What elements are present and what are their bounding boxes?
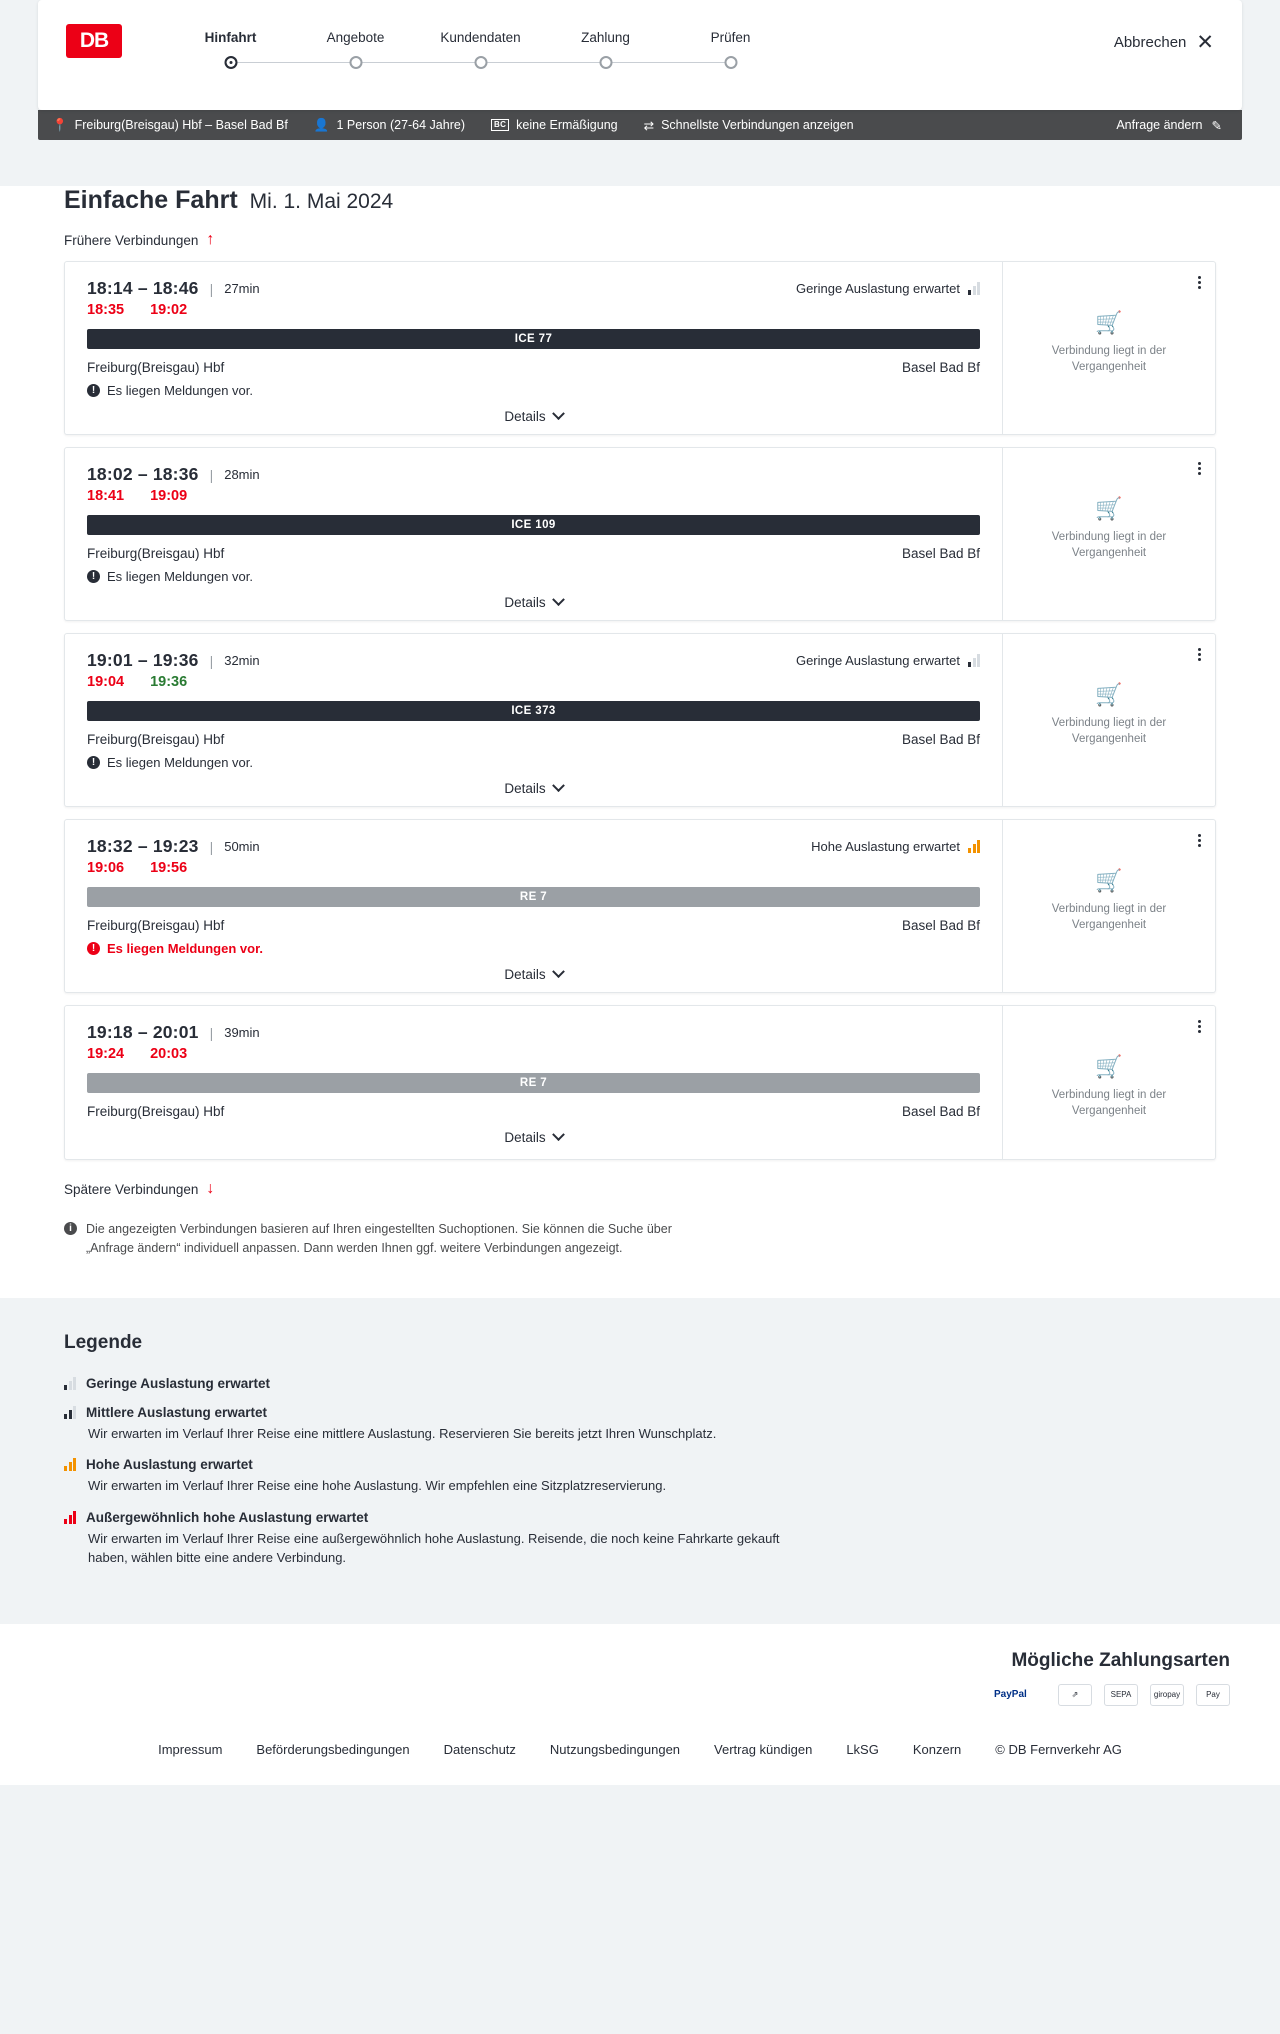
chevron-down-icon xyxy=(552,965,565,978)
time-separator: | xyxy=(209,652,214,669)
bahncard-icon: BC xyxy=(491,119,509,131)
actual-departure: 18:41 xyxy=(87,488,125,504)
legend-item xyxy=(64,1405,1242,1444)
summary-route[interactable] xyxy=(52,118,288,133)
connection-times-row xyxy=(87,1022,980,1043)
details-label: Details xyxy=(504,409,546,424)
legend-item-desc: Wir erwarten im Verlauf Ihrer Reise eine mittlere Auslastung. Reservieren Sie bereits jetzt Ihren Wunschplatz. xyxy=(88,1425,717,1441)
past-connection-label: Verbindung liegt in der Vergangenheit xyxy=(1051,717,1167,745)
details-label: Details xyxy=(504,1130,546,1145)
train-bar[interactable] xyxy=(87,887,980,907)
destination-station: Basel Bad Bf xyxy=(901,360,980,375)
step-dot-icon xyxy=(599,56,612,69)
utilization-bars-icon xyxy=(968,654,980,667)
step-connector xyxy=(606,62,731,63)
step-zahlung[interactable] xyxy=(543,30,668,72)
origin-station: Freiburg(Breisgau) Hbf xyxy=(87,918,225,933)
past-connection-note xyxy=(1015,1054,1203,1119)
footer-link[interactable]: Datenschutz xyxy=(443,1741,516,1757)
pencil-icon: ✎ xyxy=(1211,118,1222,133)
train-bar[interactable] xyxy=(87,1073,980,1093)
more-options-icon[interactable] xyxy=(1198,646,1201,663)
step-dot-wrap xyxy=(418,56,543,72)
step-dot-wrap xyxy=(543,56,668,72)
destination-station: Basel Bad Bf xyxy=(901,1104,980,1119)
past-connection-note xyxy=(1015,682,1203,747)
more-options-icon[interactable] xyxy=(1198,460,1201,477)
legend-item-head xyxy=(64,1376,1242,1391)
connection-card[interactable] xyxy=(64,1005,1216,1160)
summary-discount-label: keine Ermäßigung xyxy=(516,118,618,132)
earlier-connections-button[interactable] xyxy=(64,231,214,249)
summary-route-label: Freiburg(Breisgau) Hbf – Basel Bad Bf xyxy=(74,118,288,132)
search-summary-bar xyxy=(38,110,1242,140)
earlier-connections-label: Frühere Verbindungen xyxy=(64,232,199,248)
actual-arrival: 19:56 xyxy=(150,860,188,876)
destination-station: Basel Bad Bf xyxy=(901,918,980,933)
actual-arrival: 20:03 xyxy=(150,1046,188,1062)
cart-disabled-icon: 🛒 xyxy=(1095,868,1123,893)
legend-item-label: Außergewöhnlich hohe Auslastung erwartet xyxy=(86,1509,369,1525)
search-hint xyxy=(64,1220,704,1258)
legend-item-label: Hohe Auslastung erwartet xyxy=(86,1457,253,1472)
footer-link[interactable]: Impressum xyxy=(158,1741,223,1757)
legend-title: Legende xyxy=(64,1331,143,1353)
step-label: Prüfen xyxy=(710,30,751,45)
cancel-button[interactable] xyxy=(1114,32,1214,53)
connection-stations xyxy=(87,360,980,375)
legend-item-head xyxy=(64,1457,1242,1472)
actual-times-row xyxy=(87,302,980,318)
duration-label: 32min xyxy=(224,653,260,668)
step-angebote[interactable] xyxy=(293,30,418,72)
connection-stations xyxy=(87,732,980,747)
footer-link[interactable]: Vertrag kündigen xyxy=(714,1741,813,1757)
planned-times: 18:32 – 19:23 xyxy=(87,836,199,856)
results-section xyxy=(0,186,1280,1298)
legend-item-head xyxy=(64,1510,1242,1525)
connection-message[interactable] xyxy=(87,755,980,770)
cart-disabled-icon: 🛒 xyxy=(1095,310,1123,335)
planned-times: 18:14 – 18:46 xyxy=(87,278,199,298)
connection-main xyxy=(65,1006,1003,1159)
later-connections-button[interactable] xyxy=(64,1180,214,1198)
utilization-bars-icon xyxy=(64,1406,76,1419)
actual-arrival: 19:02 xyxy=(150,302,188,318)
train-bar[interactable] xyxy=(87,515,980,535)
utilization-label: Geringe Auslastung erwartet xyxy=(795,653,960,668)
legend-item-desc: Wir erwarten im Verlauf Ihrer Reise eine hohe Auslastung. Wir empfehlen eine Sitzplatzreservierung. xyxy=(88,1478,667,1493)
legend-item-head xyxy=(64,1405,1242,1420)
details-label: Details xyxy=(504,781,546,796)
alert-icon: ! xyxy=(87,384,100,397)
booking-stepper xyxy=(168,30,793,72)
connection-message-label: Es liegen Meldungen vor. xyxy=(107,569,253,584)
legend-item xyxy=(64,1510,1242,1568)
footer-link[interactable]: LkSG xyxy=(846,1741,879,1757)
page-title xyxy=(64,186,1242,215)
destination-station: Basel Bad Bf xyxy=(901,546,980,561)
utilization xyxy=(796,653,980,668)
trip-date-label: Mi. 1. Mai 2024 xyxy=(249,190,394,213)
copyright-label: © DB Fernverkehr AG xyxy=(995,1741,1122,1757)
step-dot-icon xyxy=(724,56,737,69)
cart-disabled-icon: 🛒 xyxy=(1095,682,1123,707)
connection-stations xyxy=(87,1104,980,1119)
actual-departure: 19:04 xyxy=(87,674,125,690)
step-dot-icon xyxy=(349,56,362,69)
utilization-bars-icon xyxy=(64,1377,76,1390)
connection-side xyxy=(1003,634,1215,806)
connection-side xyxy=(1003,448,1215,620)
connection-side xyxy=(1003,262,1215,434)
step-prüfen[interactable] xyxy=(668,30,793,72)
train-label: ICE 109 xyxy=(511,519,556,531)
payment-icon-apple-pay: Pay xyxy=(1196,1684,1230,1706)
utilization-bars-icon xyxy=(968,282,980,295)
info-icon: i xyxy=(64,1222,77,1235)
legend-item-label: Geringe Auslastung erwartet xyxy=(86,1375,271,1391)
arrow-up-icon: ↑ xyxy=(206,231,215,248)
actual-departure: 19:24 xyxy=(87,1046,125,1062)
connection-card[interactable] xyxy=(64,819,1216,993)
step-connector xyxy=(356,62,481,63)
page-footer xyxy=(0,1624,1280,1785)
duration-label: 27min xyxy=(224,281,260,296)
connection-message-label: Es liegen Meldungen vor. xyxy=(107,383,253,398)
legend-item xyxy=(64,1376,1242,1391)
details-button[interactable] xyxy=(87,1130,980,1145)
actual-times-row xyxy=(87,674,980,690)
actual-times-row xyxy=(87,1046,980,1062)
past-connection-note xyxy=(1015,310,1203,375)
details-button[interactable] xyxy=(87,781,980,796)
alert-icon: ! xyxy=(87,570,100,583)
more-options-icon[interactable] xyxy=(1198,832,1201,849)
step-label: Hinfahrt xyxy=(204,30,257,45)
location-pin-icon: 📍 xyxy=(52,117,68,132)
payment-icons xyxy=(38,1684,1242,1706)
origin-station: Freiburg(Breisgau) Hbf xyxy=(87,1104,225,1119)
close-icon[interactable]: ✕ xyxy=(1196,31,1214,54)
trip-type-label: Einfache Fahrt xyxy=(64,186,238,214)
step-connector xyxy=(231,62,356,63)
duration-label: 28min xyxy=(224,467,260,482)
footer-link[interactable]: Nutzungsbedingungen xyxy=(549,1741,681,1757)
past-connection-note xyxy=(1015,868,1203,933)
past-connection-label: Verbindung liegt in der Vergangenheit xyxy=(1051,345,1167,373)
actual-times-row xyxy=(87,488,980,504)
details-label: Details xyxy=(504,595,546,610)
utilization-xhigh-icon xyxy=(64,1511,76,1524)
connection-list xyxy=(38,261,1242,1160)
planned-times: 19:18 – 20:01 xyxy=(87,1022,199,1042)
connection-card[interactable] xyxy=(64,261,1216,435)
connection-stations xyxy=(87,546,980,561)
cancel-label: Abbrechen xyxy=(1113,34,1187,51)
summary-passengers-label: 1 Person (27-64 Jahre) xyxy=(336,118,465,132)
legend-section xyxy=(0,1298,1280,1624)
step-label: Angebote xyxy=(326,30,385,45)
footer-link[interactable]: Beförderungsbedingungen xyxy=(256,1741,410,1757)
time-separator: | xyxy=(209,466,214,483)
summary-fastest-label: Schnellste Verbindungen anzeigen xyxy=(661,118,854,132)
train-label: ICE 373 xyxy=(511,705,556,717)
more-options-icon[interactable] xyxy=(1198,274,1201,291)
connection-side xyxy=(1003,1006,1215,1159)
past-connection-label: Verbindung liegt in der Vergangenheit xyxy=(1051,1089,1167,1117)
swap-icon: ⇄ xyxy=(643,118,655,133)
change-request-button[interactable] xyxy=(1116,118,1222,133)
payment-icon-sepa: SEPA xyxy=(1104,1684,1138,1706)
connection-times-row xyxy=(87,650,980,671)
legend-item xyxy=(64,1457,1242,1496)
chevron-down-icon xyxy=(552,593,565,606)
connection-message[interactable] xyxy=(87,383,980,398)
step-hinfahrt[interactable] xyxy=(168,30,293,72)
connection-message-label: Es liegen Meldungen vor. xyxy=(107,941,264,956)
origin-station: Freiburg(Breisgau) Hbf xyxy=(87,732,225,747)
change-request-label: Anfrage ändern xyxy=(1116,118,1203,132)
utilization-label: Hohe Auslastung erwartet xyxy=(811,839,960,854)
train-label: RE 7 xyxy=(519,891,548,903)
more-options-icon[interactable] xyxy=(1198,1018,1201,1035)
origin-station: Freiburg(Breisgau) Hbf xyxy=(87,546,225,561)
legend-items xyxy=(64,1376,1242,1568)
footer-links xyxy=(38,1706,1242,1785)
connection-main xyxy=(65,448,1003,620)
details-button[interactable] xyxy=(87,967,980,982)
utilization-label: Geringe Auslastung erwartet xyxy=(795,281,960,296)
train-bar[interactable] xyxy=(87,329,980,349)
alert-icon: ! xyxy=(87,756,100,769)
summary-fastest[interactable] xyxy=(644,118,854,133)
connection-message[interactable] xyxy=(87,569,980,584)
connection-message[interactable] xyxy=(87,941,980,956)
train-label: ICE 77 xyxy=(514,333,553,345)
connection-times-row xyxy=(87,836,980,857)
search-hint-text: Die angezeigten Verbindungen basieren auf Ihren eingestellten Suchoptionen. Sie können die Suche über „Anfrage ändern“ individuell anpassen. Dann werden Ihnen ggf. weitere Verbindungen angezeigt. xyxy=(86,1222,672,1255)
step-dot-wrap xyxy=(668,56,793,72)
details-label: Details xyxy=(504,967,546,982)
step-kundendaten[interactable] xyxy=(418,30,543,72)
connection-stations xyxy=(87,918,980,933)
step-dot-icon xyxy=(224,56,237,69)
time-separator: | xyxy=(209,280,214,297)
connection-main xyxy=(65,262,1003,434)
time-separator: | xyxy=(209,838,214,855)
planned-times: 18:02 – 18:36 xyxy=(87,464,199,484)
utilization-bars-icon xyxy=(64,1458,76,1471)
past-connection-label: Verbindung liegt in der Vergangenheit xyxy=(1051,903,1167,931)
db-logo: DB xyxy=(66,24,122,58)
details-button[interactable] xyxy=(87,595,980,610)
details-button[interactable] xyxy=(87,409,980,424)
step-dot-wrap xyxy=(293,56,418,72)
past-connection-note xyxy=(1015,496,1203,561)
utilization xyxy=(811,839,980,854)
payment-icon-paypal: PayPal xyxy=(994,1684,1046,1706)
alert-icon: ! xyxy=(87,942,100,955)
legend-item-label: Mittlere Auslastung erwartet xyxy=(86,1404,268,1420)
chevron-down-icon xyxy=(552,1128,565,1141)
past-connection-label: Verbindung liegt in der Vergangenheit xyxy=(1051,531,1167,559)
cart-disabled-icon: 🛒 xyxy=(1095,496,1123,521)
later-connections-label: Spätere Verbindungen xyxy=(64,1181,199,1197)
connection-side xyxy=(1003,820,1215,992)
duration-label: 50min xyxy=(224,839,260,854)
planned-times: 19:01 – 19:36 xyxy=(87,650,199,670)
step-connector xyxy=(481,62,606,63)
arrow-down-icon: ↓ xyxy=(206,1180,215,1197)
payment-icon-sofort: ⇗ xyxy=(1058,1684,1092,1706)
duration-label: 39min xyxy=(224,1025,260,1040)
destination-station: Basel Bad Bf xyxy=(901,732,980,747)
payment-icon-giropay: giropay xyxy=(1150,1684,1184,1706)
actual-departure: 19:06 xyxy=(87,860,125,876)
utilization-bars-icon xyxy=(968,840,980,853)
train-label: RE 7 xyxy=(519,1077,548,1089)
summary-discount[interactable] xyxy=(491,118,618,132)
connection-main xyxy=(65,820,1003,992)
connection-card[interactable] xyxy=(64,633,1216,807)
utilization xyxy=(796,281,980,296)
summary-passengers[interactable] xyxy=(314,118,465,133)
origin-station: Freiburg(Breisgau) Hbf xyxy=(87,360,225,375)
actual-arrival: 19:09 xyxy=(150,488,188,504)
chevron-down-icon xyxy=(552,779,565,792)
actual-times-row xyxy=(87,860,980,876)
step-label: Kundendaten xyxy=(440,30,521,45)
footer-link[interactable]: Konzern xyxy=(912,1741,962,1757)
step-dot-wrap xyxy=(168,56,293,72)
payment-title: Mögliche Zahlungsarten xyxy=(1011,1649,1230,1671)
connection-times-row xyxy=(87,464,980,485)
step-label: Zahlung xyxy=(581,30,630,45)
actual-arrival: 19:36 xyxy=(150,674,188,690)
time-separator: | xyxy=(209,1024,214,1041)
connection-main xyxy=(65,634,1003,806)
connection-message-label: Es liegen Meldungen vor. xyxy=(107,755,253,770)
page-header xyxy=(38,0,1242,110)
step-dot-icon xyxy=(474,56,487,69)
actual-departure: 18:35 xyxy=(87,302,125,318)
connection-card[interactable] xyxy=(64,447,1216,621)
connection-times-row xyxy=(87,278,980,299)
legend-item-desc: Wir erwarten im Verlauf Ihrer Reise eine außergewöhnlich hohe Auslastung. Reisende, die noch keine Fahrkarte gekauft haben, wählen bitte eine andere Verbindung. xyxy=(88,1530,780,1565)
train-bar[interactable] xyxy=(87,701,980,721)
chevron-down-icon xyxy=(552,407,565,420)
cart-disabled-icon: 🛒 xyxy=(1095,1054,1123,1079)
person-icon: 👤 xyxy=(313,117,330,132)
